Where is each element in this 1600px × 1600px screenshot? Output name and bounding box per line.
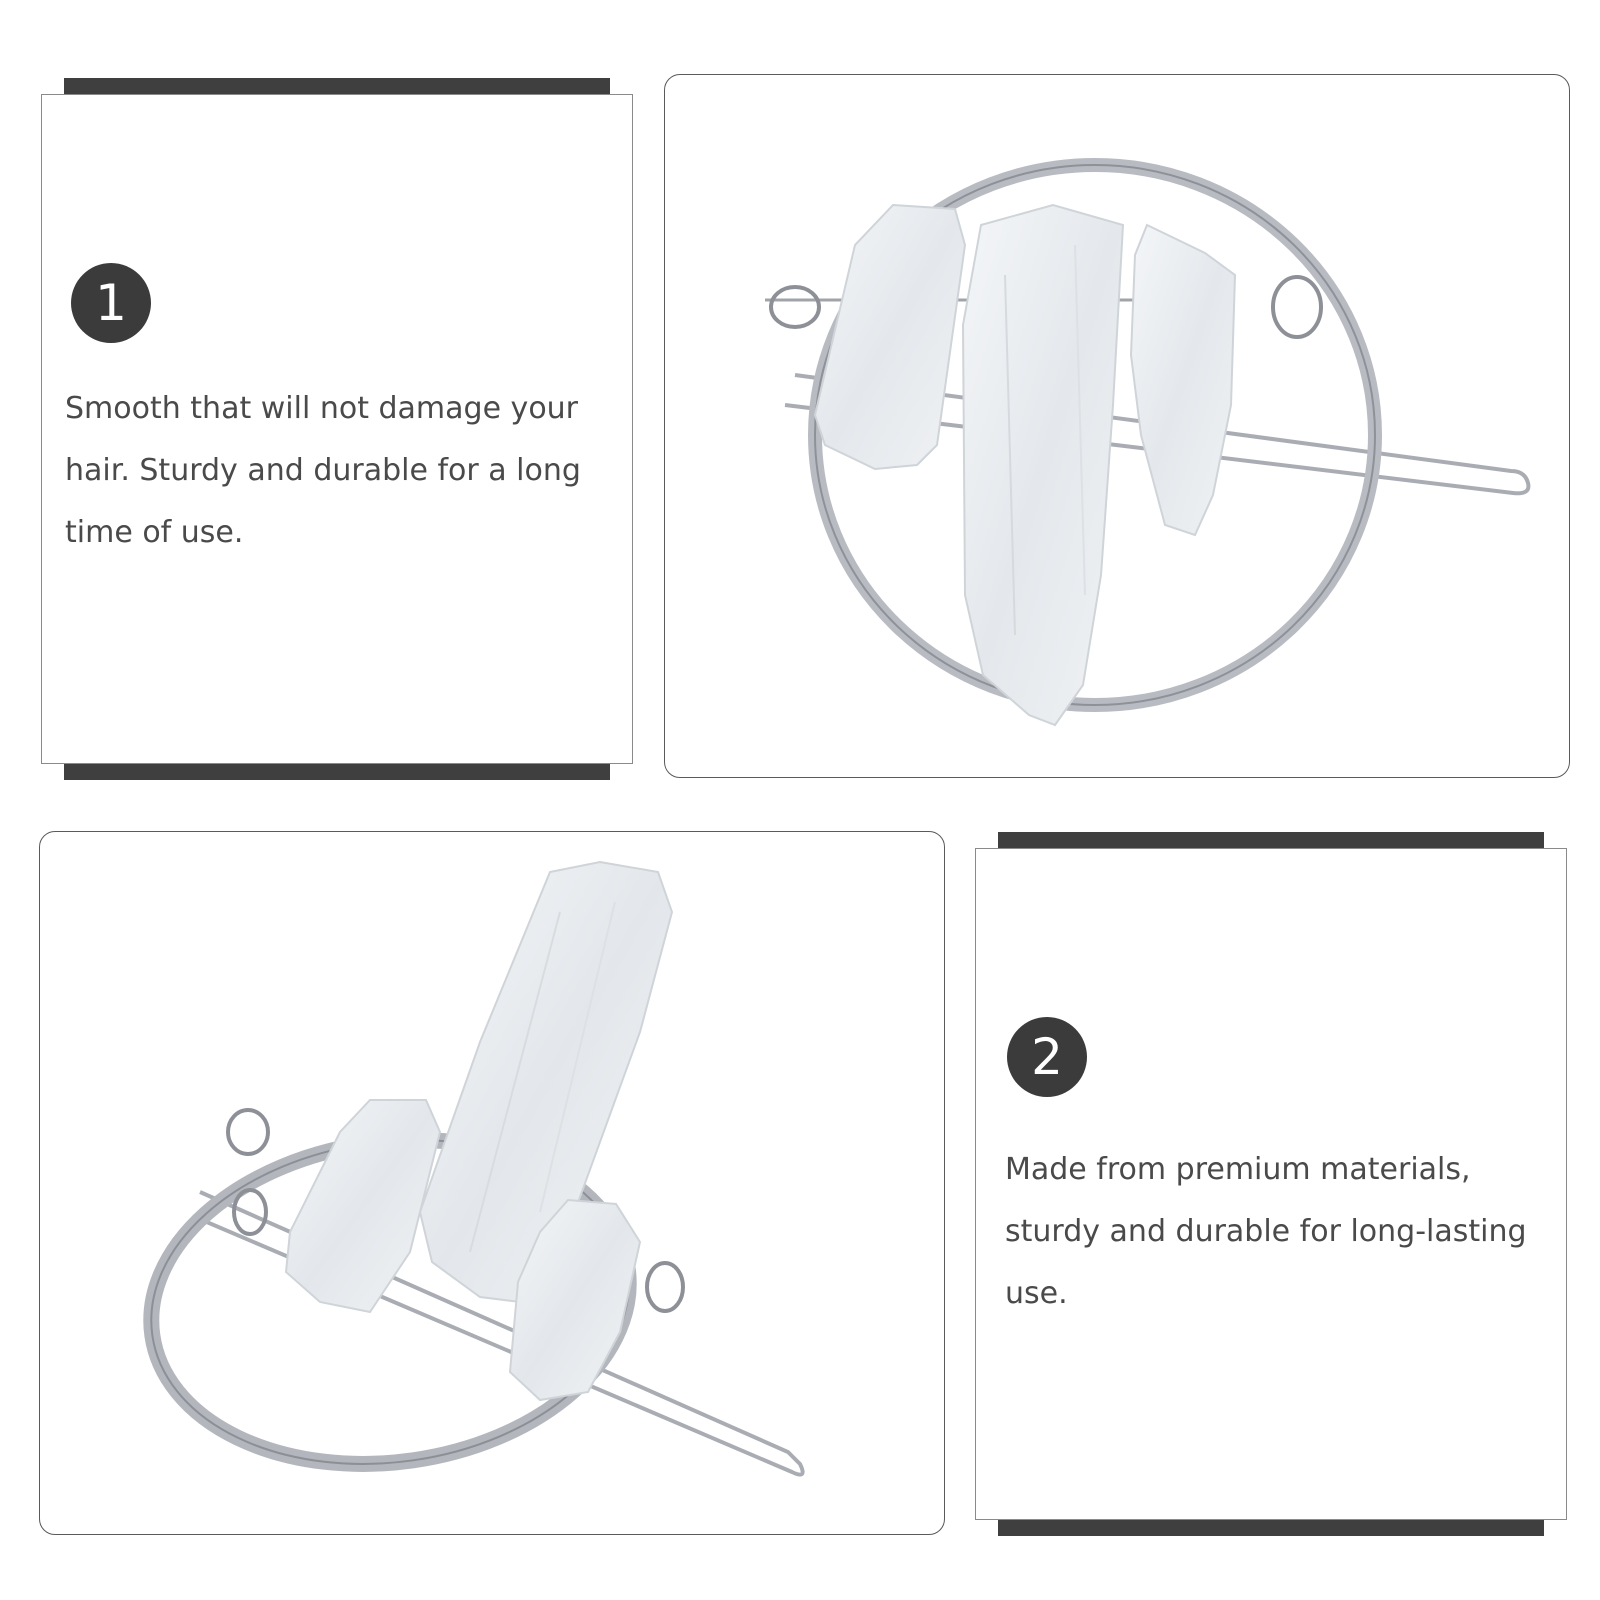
card-2-bottom-bar — [998, 1520, 1544, 1536]
card-2-top-bar — [998, 832, 1544, 848]
feature-2-description: Made from premium materials, sturdy and durable for long-lasting use. — [1005, 1152, 1527, 1311]
product-photo-front — [664, 74, 1570, 778]
crystal-hair-clip-front-photo — [665, 75, 1570, 778]
card-1-bottom-bar — [64, 764, 610, 780]
number-badge-2 — [1007, 1017, 1087, 1097]
crystal-hair-clip-angled-photo — [40, 832, 945, 1535]
badge-1-number: 1 — [95, 274, 127, 332]
feature-card-1 — [41, 94, 633, 764]
number-badge-1 — [71, 263, 151, 343]
card-1-top-bar — [64, 78, 610, 94]
feature-card-2 — [975, 848, 1567, 1520]
product-photo-angled — [39, 831, 945, 1535]
feature-1-description: Smooth that will not damage your hair. Sturdy and durable for a long time of use. — [65, 391, 581, 550]
badge-2-number: 2 — [1031, 1028, 1063, 1086]
